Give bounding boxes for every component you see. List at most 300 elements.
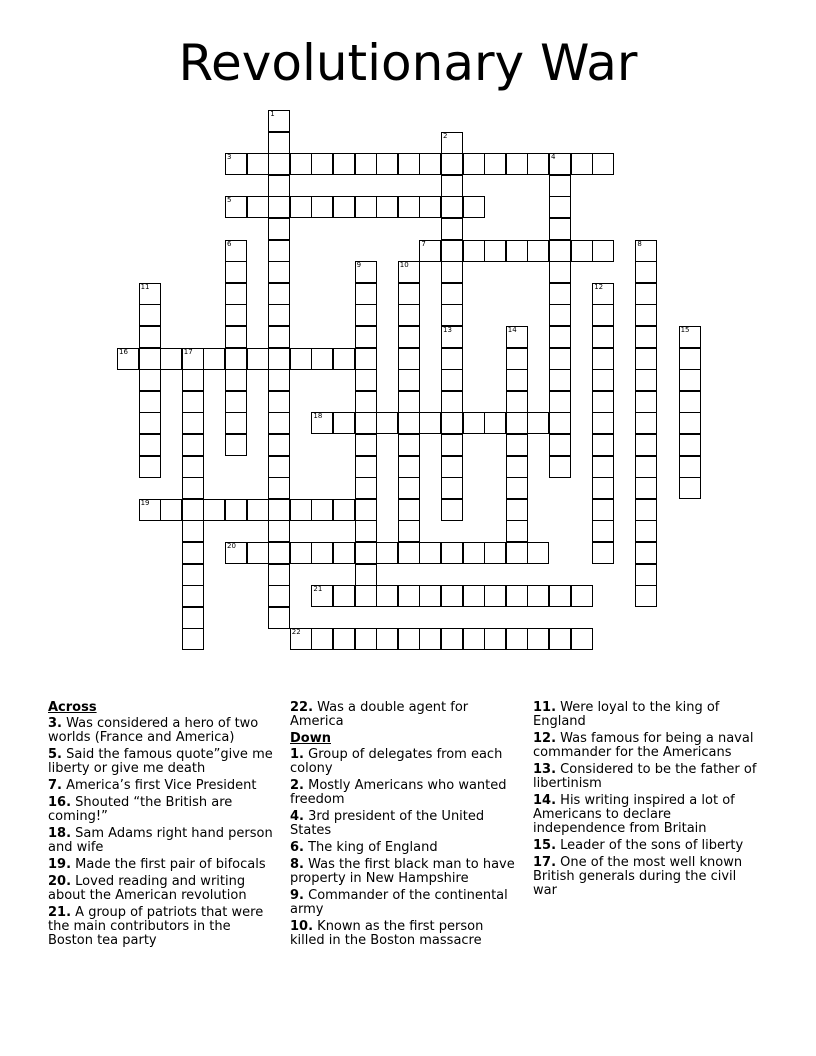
grid-cell[interactable] [333, 348, 355, 370]
grid-cell[interactable] [441, 391, 463, 413]
grid-cell[interactable] [268, 196, 290, 218]
grid-cell[interactable] [247, 499, 269, 521]
grid-cell[interactable] [441, 175, 463, 197]
grid-cell[interactable] [203, 499, 225, 521]
grid-cell[interactable] [268, 261, 290, 283]
grid-cell[interactable] [182, 628, 204, 650]
grid-cell[interactable] [139, 391, 161, 413]
grid-cell[interactable] [419, 240, 441, 262]
grid-cell[interactable] [290, 499, 312, 521]
clue-number: 15 [680, 326, 690, 334]
grid-cell[interactable] [549, 196, 571, 218]
clue-number-label: 10. [290, 919, 314, 934]
grid-cell[interactable] [333, 628, 355, 650]
grid-cell[interactable] [355, 585, 377, 607]
grid-cell[interactable] [549, 434, 571, 456]
grid-cell[interactable] [506, 585, 528, 607]
grid-cell[interactable] [225, 240, 247, 262]
grid-cell[interactable] [225, 261, 247, 283]
grid-cell[interactable] [592, 434, 614, 456]
grid-cell[interactable] [268, 218, 290, 240]
clue-number-label: 8. [290, 857, 304, 872]
clue-text: 3rd president of the United States [290, 809, 485, 838]
grid-cell[interactable] [355, 196, 377, 218]
grid-cell[interactable] [355, 564, 377, 586]
clue-number: 16 [119, 347, 128, 356]
grid-cell[interactable] [398, 348, 420, 370]
grid-cell[interactable] [139, 456, 161, 478]
grid-cell[interactable] [635, 348, 657, 370]
grid-cell[interactable] [268, 585, 290, 607]
grid-cell[interactable] [549, 348, 571, 370]
grid-cell[interactable] [506, 477, 528, 499]
clue-text: A group of patriots that were the main contributors in the Boston tea party [48, 905, 264, 948]
grid-cell[interactable] [225, 542, 247, 564]
grid-cell[interactable] [398, 520, 420, 542]
grid-cell[interactable] [268, 304, 290, 326]
puzzle-title: Revolutionary War [178, 34, 638, 92]
grid-cell[interactable] [225, 412, 247, 434]
grid-cell[interactable] [571, 153, 593, 175]
grid-cell[interactable] [333, 196, 355, 218]
grid-cell[interactable] [398, 326, 420, 348]
grid-cell[interactable] [398, 456, 420, 478]
grid-cell[interactable] [549, 153, 571, 175]
grid-cell[interactable] [268, 520, 290, 542]
grid-cell[interactable] [376, 628, 398, 650]
grid-cell[interactable] [592, 542, 614, 564]
grid-cell[interactable] [441, 499, 463, 521]
grid-cell[interactable] [592, 412, 614, 434]
grid-cell[interactable] [268, 477, 290, 499]
grid-cell[interactable] [225, 304, 247, 326]
grid-cell[interactable] [506, 499, 528, 521]
grid-cell[interactable] [441, 326, 463, 348]
grid-cell[interactable] [355, 628, 377, 650]
grid-cell[interactable] [311, 196, 333, 218]
grid-cell[interactable] [419, 196, 441, 218]
grid-cell[interactable] [225, 196, 247, 218]
grid-cell[interactable] [506, 520, 528, 542]
grid-cell[interactable] [549, 369, 571, 391]
grid-cell[interactable] [268, 348, 290, 370]
grid-cell[interactable] [333, 412, 355, 434]
grid-cell[interactable] [592, 520, 614, 542]
grid-cell[interactable] [139, 326, 161, 348]
grid-cell[interactable] [527, 240, 549, 262]
grid-cell[interactable] [571, 628, 593, 650]
grid-cell[interactable] [225, 153, 247, 175]
grid-cell[interactable] [419, 585, 441, 607]
grid-cell[interactable] [268, 110, 290, 132]
grid-cell[interactable] [549, 304, 571, 326]
grid-cell[interactable] [182, 585, 204, 607]
grid-cell[interactable] [527, 412, 549, 434]
grid-cell[interactable] [549, 326, 571, 348]
grid-cell[interactable] [635, 564, 657, 586]
grid-cell[interactable] [549, 240, 571, 262]
grid-cell[interactable] [441, 348, 463, 370]
grid-cell[interactable] [355, 261, 377, 283]
grid-cell[interactable] [139, 412, 161, 434]
grid-cell[interactable] [139, 369, 161, 391]
grid-cell[interactable] [268, 326, 290, 348]
grid-cell[interactable] [182, 434, 204, 456]
grid-cell[interactable] [268, 434, 290, 456]
clue-number: 18 [313, 412, 323, 421]
grid-cell[interactable] [182, 607, 204, 629]
grid-cell[interactable] [679, 477, 701, 499]
grid-cell[interactable] [333, 542, 355, 564]
grid-cell[interactable] [203, 348, 225, 370]
grid-cell[interactable] [635, 391, 657, 413]
grid-cell[interactable] [549, 218, 571, 240]
grid-cell[interactable] [441, 477, 463, 499]
grid-cell[interactable] [139, 348, 161, 370]
clue-text: One of the most well known British generals during the civil war [533, 855, 743, 898]
clue-text: Group of delegates from each colony [290, 747, 503, 776]
grid-cell[interactable] [355, 348, 377, 370]
grid-cell[interactable] [679, 412, 701, 434]
grid-cell[interactable] [484, 585, 506, 607]
clue-number-label: 4. [290, 809, 304, 824]
grid-cell[interactable] [592, 240, 614, 262]
grid-cell[interactable] [268, 153, 290, 175]
grid-cell[interactable] [506, 628, 528, 650]
grid-cell[interactable] [679, 326, 701, 348]
grid-cell[interactable] [355, 456, 377, 478]
grid-cell[interactable] [441, 585, 463, 607]
grid-cell[interactable] [571, 585, 593, 607]
grid-cell[interactable] [484, 542, 506, 564]
grid-cell[interactable] [463, 153, 485, 175]
grid-cell[interactable] [635, 304, 657, 326]
grid-cell[interactable] [225, 499, 247, 521]
grid-cell[interactable] [247, 348, 269, 370]
grid-cell[interactable] [355, 283, 377, 305]
grid-cell[interactable] [441, 283, 463, 305]
down-clue [533, 732, 763, 760]
grid-cell[interactable] [506, 369, 528, 391]
across-clue-list [48, 717, 278, 948]
grid-cell[interactable] [311, 585, 333, 607]
grid-cell[interactable] [441, 304, 463, 326]
grid-cell[interactable] [268, 283, 290, 305]
grid-cell[interactable] [463, 542, 485, 564]
grid-cell[interactable] [506, 434, 528, 456]
grid-cell[interactable] [463, 585, 485, 607]
down-heading: Down [290, 731, 331, 746]
grid-cell[interactable] [225, 434, 247, 456]
grid-cell[interactable] [441, 218, 463, 240]
grid-cell[interactable] [268, 369, 290, 391]
grid-cell[interactable] [592, 369, 614, 391]
grid-cell[interactable] [376, 585, 398, 607]
across-clue [48, 858, 278, 872]
down-clue [533, 794, 763, 836]
grid-cell[interactable] [268, 132, 290, 154]
clue-text: Were loyal to the king of England [533, 700, 720, 729]
grid-cell[interactable] [355, 520, 377, 542]
grid-cell[interactable] [398, 304, 420, 326]
grid-cell[interactable] [355, 434, 377, 456]
grid-cell[interactable] [182, 477, 204, 499]
grid-cell[interactable] [355, 326, 377, 348]
clue-number-label: 14. [533, 793, 557, 808]
grid-cell[interactable] [463, 196, 485, 218]
down-clue [290, 810, 520, 838]
across-heading: Across [48, 700, 97, 715]
grid-cell[interactable] [398, 477, 420, 499]
grid-cell[interactable] [527, 153, 549, 175]
down-clue [290, 841, 520, 855]
grid-cell[interactable] [635, 477, 657, 499]
grid-cell[interactable] [592, 326, 614, 348]
clue-number: 20 [227, 542, 236, 550]
grid-cell[interactable] [225, 326, 247, 348]
grid-cell[interactable] [592, 391, 614, 413]
grid-cell[interactable] [592, 456, 614, 478]
grid-cell[interactable] [311, 153, 333, 175]
grid-cell[interactable] [592, 499, 614, 521]
grid-cell[interactable] [182, 348, 204, 370]
grid-cell[interactable] [290, 628, 312, 650]
grid-cell[interactable] [441, 153, 463, 175]
grid-cell[interactable] [549, 175, 571, 197]
grid-cell[interactable] [160, 348, 182, 370]
grid-cell[interactable] [311, 628, 333, 650]
grid-cell[interactable] [247, 153, 269, 175]
grid-cell[interactable] [527, 628, 549, 650]
grid-cell[interactable] [527, 585, 549, 607]
grid-cell[interactable] [398, 434, 420, 456]
clue-number: 3 [227, 153, 232, 162]
grid-cell[interactable] [311, 499, 333, 521]
grid-cell[interactable] [333, 153, 355, 175]
grid-cell[interactable] [139, 304, 161, 326]
grid-cell[interactable] [506, 391, 528, 413]
grid-cell[interactable] [355, 499, 377, 521]
grid-cell[interactable] [311, 348, 333, 370]
grid-cell[interactable] [419, 542, 441, 564]
clue-text: Sam Adams right hand person and wife [48, 826, 273, 855]
grid-cell[interactable] [355, 477, 377, 499]
grid-cell[interactable] [635, 585, 657, 607]
grid-cell[interactable] [506, 326, 528, 348]
grid-cell[interactable] [484, 153, 506, 175]
grid-cell[interactable] [549, 391, 571, 413]
grid-cell[interactable] [268, 564, 290, 586]
grid-cell[interactable] [182, 499, 204, 521]
grid-cell[interactable] [441, 412, 463, 434]
grid-cell[interactable] [549, 628, 571, 650]
grid-cell[interactable] [139, 434, 161, 456]
grid-cell[interactable] [441, 434, 463, 456]
grid-cell[interactable] [592, 153, 614, 175]
grid-cell[interactable] [268, 240, 290, 262]
grid-cell[interactable] [441, 628, 463, 650]
grid-cell[interactable] [398, 369, 420, 391]
grid-cell[interactable] [592, 477, 614, 499]
grid-cell[interactable] [527, 542, 549, 564]
grid-cell[interactable] [441, 542, 463, 564]
grid-cell[interactable] [290, 196, 312, 218]
grid-cell[interactable] [463, 412, 485, 434]
grid-cell[interactable] [441, 261, 463, 283]
grid-cell[interactable] [679, 434, 701, 456]
down-clue [290, 748, 520, 776]
grid-cell[interactable] [333, 499, 355, 521]
grid-cell[interactable] [463, 240, 485, 262]
down-clue [533, 856, 763, 898]
grid-cell[interactable] [376, 153, 398, 175]
grid-cell[interactable] [355, 153, 377, 175]
grid-cell[interactable] [635, 520, 657, 542]
grid-cell[interactable] [268, 542, 290, 564]
grid-cell[interactable] [311, 412, 333, 434]
grid-cell[interactable] [376, 542, 398, 564]
grid-cell[interactable] [398, 196, 420, 218]
grid-cell[interactable] [182, 542, 204, 564]
grid-cell[interactable] [268, 412, 290, 434]
grid-cell[interactable] [182, 412, 204, 434]
grid-cell[interactable] [441, 456, 463, 478]
grid-cell[interactable] [398, 499, 420, 521]
grid-cell[interactable] [398, 412, 420, 434]
grid-cell[interactable] [484, 240, 506, 262]
grid-cell[interactable] [419, 628, 441, 650]
grid-cell[interactable] [398, 261, 420, 283]
grid-cell[interactable] [592, 304, 614, 326]
clue-text: Was considered a hero of two worlds (France and America) [48, 716, 259, 745]
grid-cell[interactable] [635, 412, 657, 434]
grid-cell[interactable] [398, 283, 420, 305]
grid-cell[interactable] [268, 175, 290, 197]
grid-cell[interactable] [506, 348, 528, 370]
grid-cell[interactable] [311, 542, 333, 564]
grid-cell[interactable] [635, 542, 657, 564]
clues-column-1 [48, 701, 278, 951]
grid-cell[interactable] [182, 520, 204, 542]
clue-text: Was famous for being a naval commander for the Americans [533, 731, 754, 760]
grid-cell[interactable] [635, 261, 657, 283]
grid-cell[interactable] [376, 196, 398, 218]
grid-cell[interactable] [506, 153, 528, 175]
grid-cell[interactable] [355, 304, 377, 326]
grid-cell[interactable] [592, 283, 614, 305]
across-clue [48, 906, 278, 948]
grid-cell[interactable] [355, 391, 377, 413]
grid-cell[interactable] [506, 412, 528, 434]
grid-cell[interactable] [139, 499, 161, 521]
grid-cell[interactable] [355, 542, 377, 564]
grid-cell[interactable] [268, 607, 290, 629]
clue-number: 8 [637, 239, 642, 248]
grid-cell[interactable] [290, 348, 312, 370]
grid-cell[interactable] [333, 585, 355, 607]
grid-cell[interactable] [268, 391, 290, 413]
grid-cell[interactable] [635, 240, 657, 262]
grid-cell[interactable] [635, 369, 657, 391]
grid-cell[interactable] [441, 240, 463, 262]
grid-cell[interactable] [506, 456, 528, 478]
grid-cell[interactable] [182, 369, 204, 391]
clue-number-label: 19. [48, 857, 72, 872]
grid-cell[interactable] [268, 456, 290, 478]
grid-cell[interactable] [225, 369, 247, 391]
grid-cell[interactable] [398, 542, 420, 564]
grid-cell[interactable] [571, 240, 593, 262]
clue-number-label: 3. [48, 716, 62, 731]
clue-text: Mostly Americans who wanted freedom [290, 778, 507, 807]
grid-cell[interactable] [419, 412, 441, 434]
grid-cell[interactable] [549, 283, 571, 305]
grid-cell[interactable] [160, 499, 182, 521]
grid-cell[interactable] [398, 585, 420, 607]
grid-cell[interactable] [484, 628, 506, 650]
grid-cell[interactable] [679, 391, 701, 413]
grid-cell[interactable] [441, 369, 463, 391]
clue-number-label: 11. [533, 700, 557, 715]
grid-cell[interactable] [398, 628, 420, 650]
grid-cell[interactable] [398, 391, 420, 413]
clues-column-2 [290, 701, 520, 951]
clue-number: 19 [140, 498, 150, 507]
grid-cell[interactable] [268, 499, 290, 521]
grid-cell[interactable] [635, 434, 657, 456]
grid-cell[interactable] [182, 564, 204, 586]
grid-cell[interactable] [182, 391, 204, 413]
grid-cell[interactable] [225, 391, 247, 413]
grid-cell[interactable] [679, 348, 701, 370]
grid-cell[interactable] [506, 542, 528, 564]
grid-cell[interactable] [247, 542, 269, 564]
grid-cell[interactable] [549, 261, 571, 283]
grid-cell[interactable] [290, 153, 312, 175]
grid-cell[interactable] [635, 456, 657, 478]
grid-cell[interactable] [355, 412, 377, 434]
grid-cell[interactable] [290, 542, 312, 564]
grid-cell[interactable] [182, 456, 204, 478]
grid-cell[interactable] [635, 283, 657, 305]
grid-cell[interactable] [419, 153, 441, 175]
clue-text: Leader of the sons of liberty [556, 838, 744, 853]
grid-cell[interactable] [635, 326, 657, 348]
grid-cell[interactable] [398, 153, 420, 175]
grid-cell[interactable] [139, 283, 161, 305]
grid-cell[interactable] [441, 132, 463, 154]
grid-cell[interactable] [247, 196, 269, 218]
grid-cell[interactable] [225, 283, 247, 305]
grid-cell[interactable] [463, 628, 485, 650]
grid-cell[interactable] [225, 348, 247, 370]
grid-cell[interactable] [549, 585, 571, 607]
grid-cell[interactable] [549, 412, 571, 434]
grid-cell[interactable] [679, 456, 701, 478]
grid-cell[interactable] [441, 196, 463, 218]
grid-cell[interactable] [117, 348, 139, 370]
grid-cell[interactable] [635, 499, 657, 521]
grid-cell[interactable] [484, 412, 506, 434]
grid-cell[interactable] [592, 348, 614, 370]
grid-cell[interactable] [679, 369, 701, 391]
grid-cell[interactable] [355, 369, 377, 391]
grid-cell[interactable] [376, 412, 398, 434]
down-clue [290, 779, 520, 807]
grid-cell[interactable] [506, 240, 528, 262]
grid-cell[interactable] [549, 456, 571, 478]
clue-number-label: 9. [290, 888, 304, 903]
